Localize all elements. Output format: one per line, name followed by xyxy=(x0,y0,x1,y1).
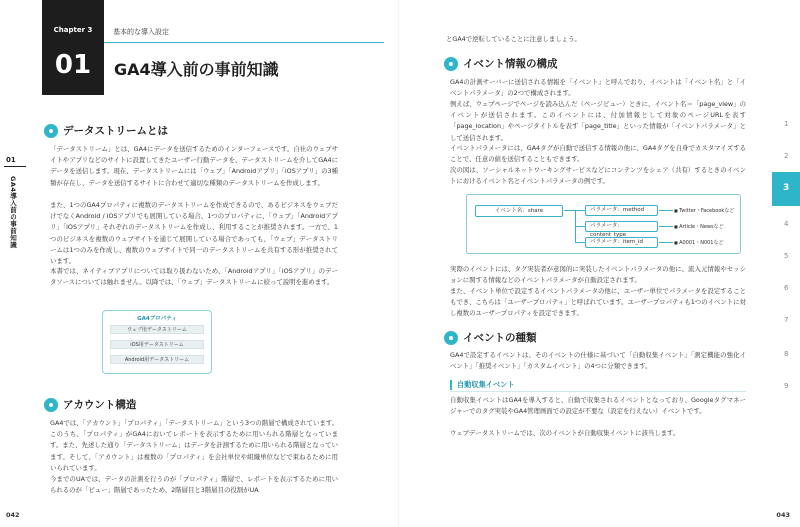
page-number-left: 042 xyxy=(6,511,20,519)
subheading-line xyxy=(450,391,746,392)
paragraph: 実際のイベントには、タグ実装者が意図的に実装したイベントパラメータの他に、流入元情報やセッションに関する情報などのイベントパラメータが自動設定されます。 xyxy=(450,265,746,285)
heading-text: アカウント構造 xyxy=(63,399,137,411)
side-divider xyxy=(4,166,26,167)
heading-text: データストリームとは xyxy=(63,125,168,137)
bullet-circle-icon xyxy=(444,331,458,345)
stream-item-ios: iOS用データストリーム xyxy=(110,340,204,349)
param-value: ■ Article・Newsなど xyxy=(674,223,724,230)
event-name-box: イベント名：share xyxy=(475,205,563,217)
chapter-tab[interactable]: 6 xyxy=(784,284,789,292)
param-box-method: パラメータ：method xyxy=(585,205,658,216)
bullet-circle-icon xyxy=(444,57,458,71)
chapter-side-nav xyxy=(0,0,30,527)
paragraph: GA4で設定するイベントは、そのイベントの仕様に基づいて「自動収集イベント」「測定機能の強化イベント」「推奨イベント」「カスタムイベント」の4つに分類できます。 xyxy=(450,351,746,371)
chapter-tab[interactable]: 2 xyxy=(784,152,789,160)
chapter-number: 01 xyxy=(54,50,92,80)
paragraph: また、イベント単位で設定するイベントパラメータの他に、ユーザー単位でパラメータを設定することもでき、こちらは「ユーザープロパティ」と呼ばれています。ユーザープロパティも1つのイベントに対し複数のユーザープロパティを設定できます。 xyxy=(450,287,746,318)
chapter-tab[interactable]: 9 xyxy=(784,382,789,390)
connector xyxy=(659,242,673,243)
param-box-item-id: パラメータ：item_id xyxy=(585,237,658,248)
connector xyxy=(659,210,673,211)
active-tab-label: 3 xyxy=(783,183,790,193)
paragraph: 今までのUAでは、データの計測を行うのが「プロパティ」階層で、レポートを表示するために用いられるのが「ビュー」階層であったため、2階層目と3階層目の役割がUA xyxy=(50,475,338,495)
chapter-label: Chapter 3 xyxy=(53,26,93,34)
paragraph: また、1つのGA4プロパティに複数のデータストリームを作成できるので、あるビジネスをウェブだけでなくAndroid / iOSアプリでも展開している場合、1つのプロパティに、「ウェブ」「Androidアプリ」「iOSアプリ」それぞれのデータストリームを作成し、利用することが推奨されます。一方で、1つのビジネスを複数のウェブサイトを通じて展開している場合であっても、「ウェブ」データストリームは1つのみを作成し、複数のウェブサイトで同一のデータストリームを共有する形が推奨されています。 xyxy=(50,201,338,266)
bullet-circle-icon xyxy=(44,398,58,412)
stream-item-android: Android用データストリーム xyxy=(110,355,204,364)
chapter-tab-active[interactable] xyxy=(772,172,800,206)
chapter-tab[interactable]: 4 xyxy=(784,220,789,228)
chapter-tab[interactable]: 8 xyxy=(784,350,789,358)
paragraph: イベントパラメータには、GA4タグが自動で送信する情報の他に、GA4タグを自身でカスタマイズすることで、任意の値を送信することもできます。 xyxy=(450,144,746,164)
page-title: GA4導入前の事前知識 xyxy=(114,60,279,79)
paragraph: GA4の計測サーバーに送信される情報を「イベント」と呼んでおり、イベントは「イベント名」と「イベントパラメータ」の2つで構成されます。 xyxy=(450,78,746,98)
stream-item-web: ウェブ用データストリーム xyxy=(110,325,204,334)
paragraph: 自動収集イベントはGA4を導入すると、自動で収集されるイベントとなっており、Googleタグマネージャーでのタグ実装やGA4管理画面での設定が不要な（設定を行えない）イベントです。 xyxy=(450,396,746,416)
chapter-tab[interactable]: 5 xyxy=(784,252,789,260)
heading-event-info xyxy=(444,56,558,71)
right-page xyxy=(400,0,800,527)
heading-text: イベント情報の構成 xyxy=(463,58,558,70)
page-number-right: 043 xyxy=(776,511,790,519)
paragraph: とGA4で逆転していることに注意しましょう。 xyxy=(446,35,581,43)
subheading-auto-collected: 自動収集イベント xyxy=(450,380,515,390)
heading-account-structure xyxy=(44,397,136,412)
paragraph: ウェブデータストリームでは、次のイベントが自動収集イベントに該当します。 xyxy=(450,429,680,437)
chapter-tabs xyxy=(772,0,800,527)
heading-event-types xyxy=(444,330,537,345)
connector xyxy=(575,226,585,227)
property-diagram xyxy=(102,310,212,374)
property-diagram-title: GA4プロパティ xyxy=(137,316,177,322)
section-tag: 基本的な導入設定 xyxy=(113,28,169,36)
param-box-content-type: パラメータ：content_type xyxy=(585,221,658,232)
paragraph: GA4では、「アカウント」「プロパティ」「データストリーム」という3つの階層で構成されています。このうち、「プロパティ」がGA4においてレポートを表示するために用いられる階層となっています。また、先述した通り「データストリーム」はデータを計測するために用いられる階層となっています。そして、「アカウント」は複数の「プロパティ」を会社単位や組織単位などで束ねるために用いられています。 xyxy=(50,419,338,472)
paragraph: 本書では、ネイティブアプリについては取り扱わないため、「Androidアプリ」「iOSアプリ」のデータソースについては触れません。以降では、「ウェブ」データストリームに絞って説明を進めます。 xyxy=(50,267,338,287)
paragraph: 次の図は、ソーシャルネットワーキングサービスなどにコンテンツをシェア（共有）するときのイベントにおけるイベント名とイベントパラメータの例です。 xyxy=(450,166,746,186)
event-diagram xyxy=(466,194,741,254)
heading-data-stream xyxy=(44,123,168,138)
connector xyxy=(659,226,673,227)
connector xyxy=(575,242,585,243)
paragraph: 「データストリーム」とは、GA4にデータを送信するためのインターフェースです。自社のウェブサイトやアプリなどのサイトに設置してきたユーザー行動データを、データストリームを介してGA4にデータを送信します。現在、データストリームには「ウェブ」「Androidアプリ」「iOSアプリ」の3種類が存在し、データを送信するサイトに合わせて適切な種類のデータストリームを作成します。 xyxy=(50,145,338,187)
paragraph: 例えば、ウェブページでページを読み込んだ（ページビュー）ときに、イベント名＝「page_view」のイベントが送信されます。このイベントには、付加情報として対象のページURLを表す「page_location」やページタイトルを表す「page_title」といった情報が「イベントパラメータ」として送信されます。 xyxy=(450,100,746,142)
chapter-tab[interactable]: 7 xyxy=(784,316,789,324)
heading-text: イベントの種類 xyxy=(463,332,537,344)
chapter-tab[interactable]: 1 xyxy=(784,120,789,128)
section-tag-line xyxy=(104,42,384,43)
chapter-box xyxy=(42,0,104,95)
side-section-label: GA4導入前の事前知識 xyxy=(9,176,17,249)
side-section-number: 01 xyxy=(6,156,16,164)
bullet-circle-icon xyxy=(44,124,58,138)
param-value: ■ A0001・N001など xyxy=(674,239,724,246)
param-value: ■ Twitter・Facebookなど xyxy=(674,207,734,214)
